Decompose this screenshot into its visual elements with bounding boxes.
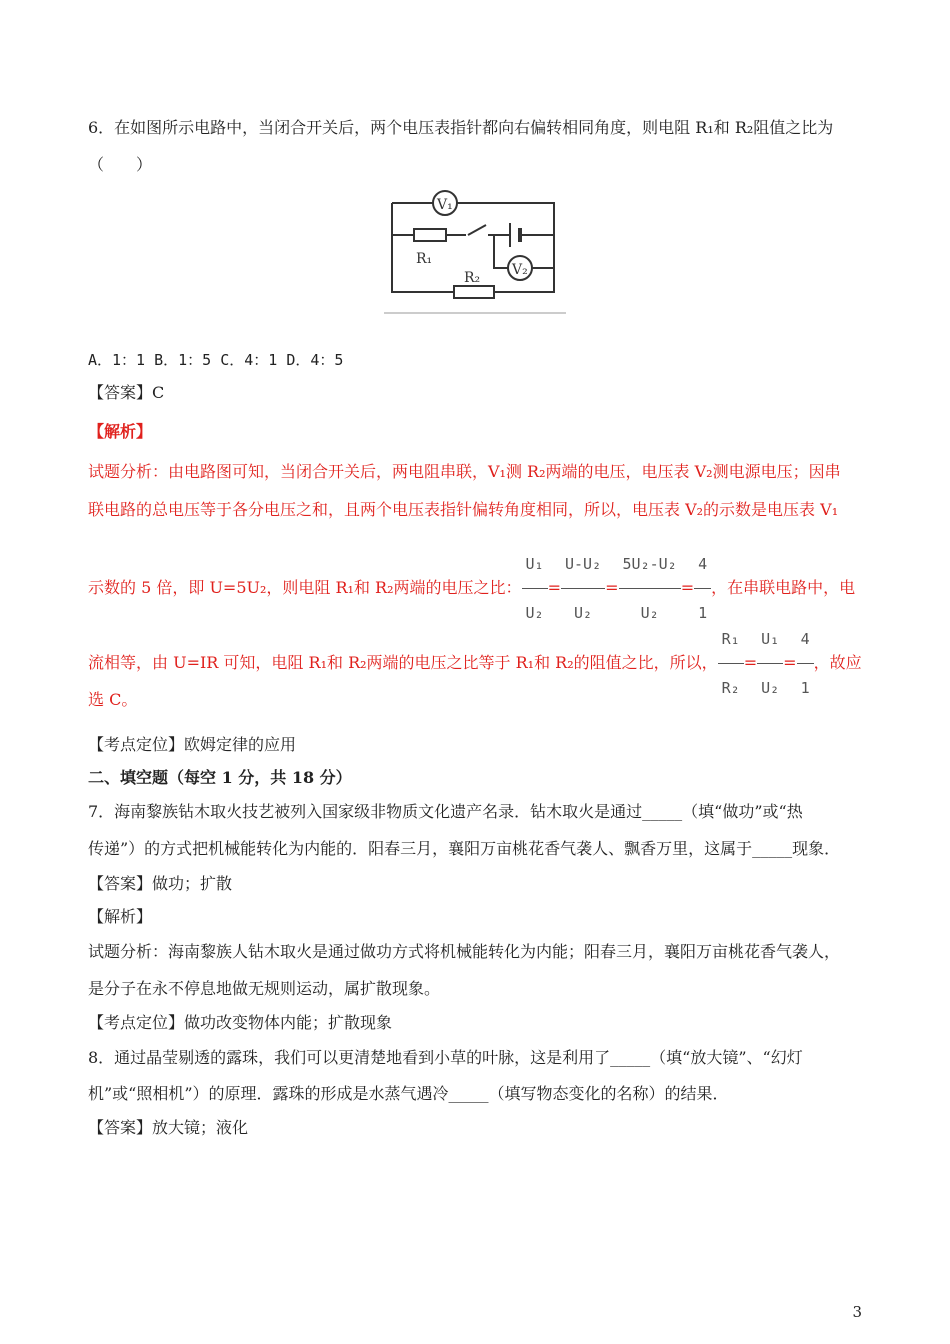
q6-analysis-line1: 试题分析：由电路图可知，当闭合开关后，两电阻串联，V₁测 R₂两端的电压，电压表 V₂测电源电压；因串 [88, 462, 841, 481]
q7-stem-line2: 传递”）的方式把机械能转化为内能的．阳春三月，襄阳万亩桃花香气袭人、飘香万里，这属于_____现象． [88, 839, 841, 858]
q6-analysis-line4-text: 流相等，由 U=IR 可知，电阻 R₁和 R₂两端的电压之比等于 R₁和 R₂的阻值之比，所以， [88, 653, 718, 672]
q7-kaodian: 【考点定位】做功改变物体内能；扩散现象 [88, 1013, 393, 1032]
q6-kaodian: 【考点定位】欧姆定律的应用 [88, 735, 297, 754]
fraction-5u2-minus-u2: $\frac{\text{5U₂-U₂}}{\text{U₂}}$ [619, 540, 681, 637]
circuit-label-r1: R₁ [416, 251, 433, 267]
q6-stem-line1: 6．在如图所示电路中，当闭合开关后，两个电压表指针都向右偏转相同角度，则电阻 R₁和 R₂阻值之比为 [88, 118, 834, 137]
circuit-label-r2: R₂ [464, 270, 481, 286]
section2-title: 二、填空题（每空 1 分，共 18 分） [88, 768, 352, 787]
q8-answer: 【答案】放大镜；液化 [88, 1118, 249, 1137]
q7-answer: 【答案】做功；扩散 [88, 874, 233, 893]
q6-analysis-line3-text: 示数的 5 倍，即 U=5U₂，则电阻 R₁和 R₂两端的电压之比： [88, 578, 522, 597]
q6-analysis-line3-tail: ，在串联电路中，电 [711, 578, 856, 597]
q8-stem-line1: 8．通过晶莹剔透的露珠，我们可以更清楚地看到小草的叶脉，这是利用了_____（填“放大镜”、“幻灯 [88, 1048, 803, 1067]
circuit-label-v1: V₁ [437, 197, 453, 213]
q7-analysis-line2: 是分子在永不停息地做无规则运动，属扩散现象。 [88, 979, 441, 998]
q6-stem-line2: （ ） [88, 155, 153, 174]
fraction-u-minus-u2: $\frac{\text{U-U₂}}{\text{U₂}}$ [561, 540, 605, 637]
q6-analysis-title: 【解析】 [88, 422, 153, 441]
q6-analysis-line4: 流相等，由 U=IR 可知，电阻 R₁和 R₂两端的电压之比等于 R₁和 R₂的阻值之比，所以， $\frac{\text{R₁}}{\text{R₂}}$ = $\frac{\text{U₁}}{\text{U₂}}$ = $\frac{4}{1}$ ，故应 [88, 615, 862, 712]
q6-analysis-line3: 示数的 5 倍，即 U=5U₂，则电阻 R₁和 R₂两端的电压之比： $\frac{\text{U₁}}{\text{U₂}}$ = $\frac{\text{U-U₂}}{\text{U₂}}$ = $\frac{\text{5U₂-U₂}}{\text{U₂}}$ = $\frac{4}{1}$ ，在串联电路中，电 [88, 540, 855, 637]
fraction-u1-u2-2: $\frac{\text{U₁}}{\text{U₂}}$ [757, 615, 783, 712]
q6-analysis-line2: 联电路的总电压等于各分电压之和，且两个电压表指针偏转角度相同，所以，电压表 V₂的示数是电压表 V₁ [88, 500, 839, 519]
circuit-label-v2: V₂ [512, 262, 528, 278]
q6-answer: 【答案】C [88, 383, 165, 402]
page-number: 3 [852, 1303, 862, 1321]
fraction-4-over-1: $\frac{4}{1}$ [694, 540, 711, 637]
q8-stem-line2: 机”或“照相机”）的原理．露珠的形成是水蒸气遇冷_____（填写物态变化的名称）的结果． [88, 1084, 729, 1103]
q6-analysis-line4-tail: ，故应 [813, 653, 862, 672]
circuit-diagram [384, 188, 566, 314]
q6-analysis-line5: 选 C。 [88, 690, 138, 709]
fraction-r1-r2: $\frac{\text{R₁}}{\text{R₂}}$ [718, 615, 744, 712]
q7-stem-line1: 7．海南黎族钻木取火技艺被列入国家级非物质文化遗产名录．钻木取火是通过_____（填“做功”或“热 [88, 802, 803, 821]
q6-options: A．1：1 B．1：5 C．4：1 D．4：5 [88, 351, 344, 369]
fraction-4-over-1-2: $\frac{4}{1}$ [797, 615, 814, 712]
q7-analysis-title: 【解析】 [88, 907, 153, 926]
fraction-u1-u2: $\frac{\text{U₁}}{\text{U₂}}$ [522, 540, 548, 637]
q7-analysis-line1: 试题分析：海南黎族人钻木取火是通过做功方式将机械能转化为内能；阳春三月，襄阳万亩桃花香气袭人， [88, 942, 841, 961]
